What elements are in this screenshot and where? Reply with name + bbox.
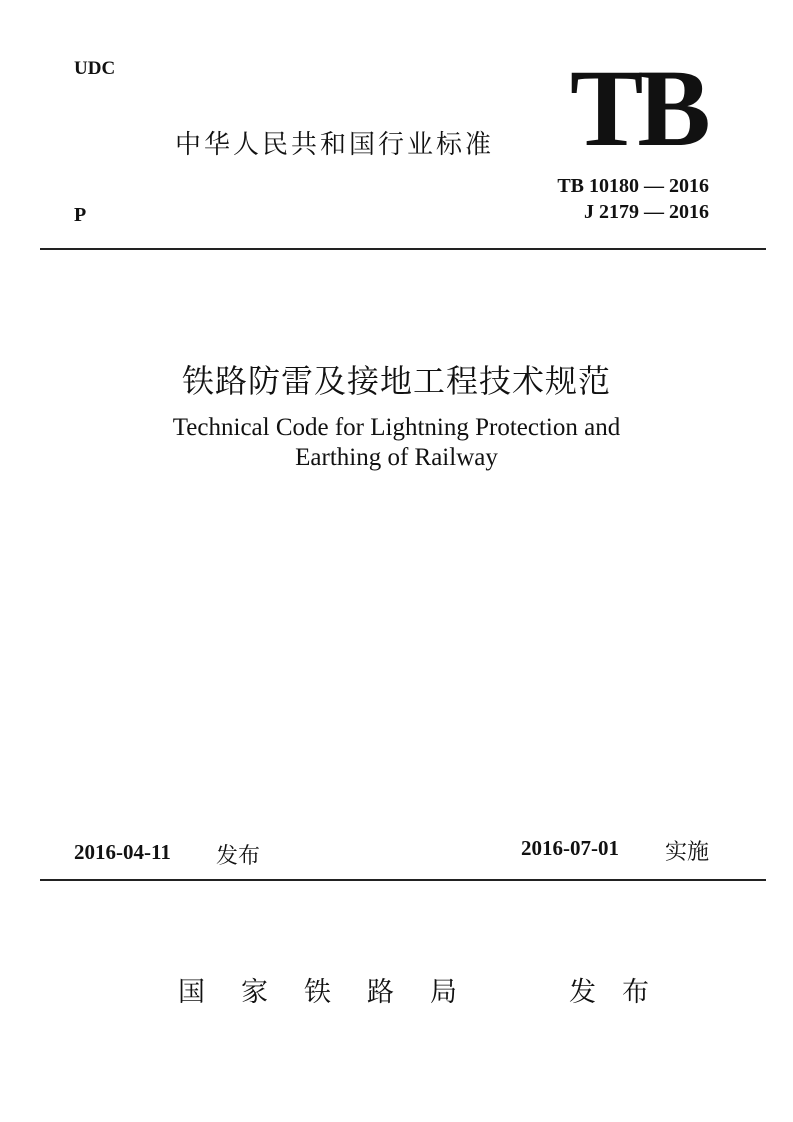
classification-code: P <box>74 204 87 226</box>
implementation-label: 实施 <box>665 840 710 865</box>
industry-standard-title: 中华人民共和国行业标准 <box>175 130 495 160</box>
document-title-chinese: 铁路防雷及接地工程技术规范 <box>181 362 611 400</box>
bottom-divider <box>40 879 766 881</box>
issue-date: 2016-04-11 <box>74 840 171 864</box>
publish-label: 发布 <box>569 977 675 1008</box>
document-title-english-line2: Earthing of Railway <box>295 444 498 471</box>
record-number: J 2179 — 2016 <box>584 201 709 223</box>
document-title-english-line1: Technical Code for Lightning Protection and <box>172 414 621 441</box>
tb-logo: TB <box>570 47 705 169</box>
implementation-date: 2016-07-01 <box>521 836 619 860</box>
udc-label: UDC <box>74 58 116 79</box>
top-divider <box>40 248 766 250</box>
issue-label: 发布 <box>216 844 261 869</box>
standard-number: TB 10180 — 2016 <box>557 175 709 197</box>
publisher-name: 国家铁路局 <box>178 977 493 1008</box>
